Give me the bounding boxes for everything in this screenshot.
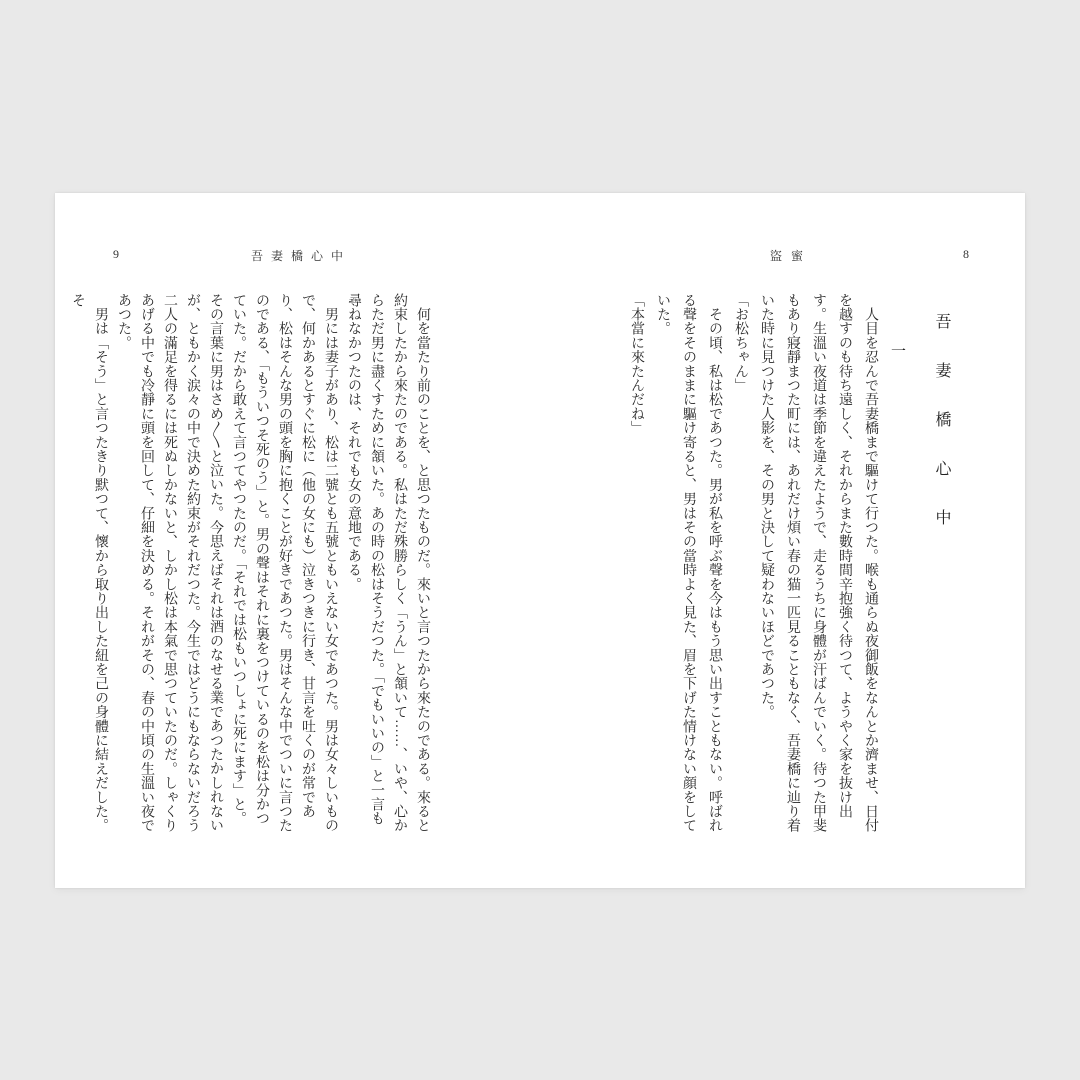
book-spread [55, 193, 1025, 888]
paragraph: 「お松ちゃん」 [733, 293, 748, 393]
left-running-title: 吾妻橋心中 [251, 249, 352, 263]
right-page [540, 193, 1025, 888]
paragraph: 何を當たり前のことを、と思つたものだ。來いと言つたから來たのである。來ると約束したから來たのである。私はただ殊勝らしく「うん」と頷いて……、いや、心からただ男に盡くすために頷いた。あの時の松はそうだつた。「でもいいの」と一言も尋ねなかつたのは、それでも女の意地である。 [346, 293, 430, 833]
left-page [55, 193, 540, 888]
paragraph: 男は「そう」と言つたきり默つて、懷から取り出した紐を己の身體に結えだした。そ [70, 293, 108, 833]
right-page-number: 8 [963, 247, 969, 261]
right-running-title: 盜蜜 [770, 249, 813, 263]
paragraph: 「本當に來たんだね」 [629, 293, 644, 435]
chapter-title: 吾妻橋心中 [933, 313, 950, 558]
right-page-text [607, 293, 969, 835]
left-page-text [70, 293, 434, 835]
paragraph: 人目を忍んで吾妻橋まで驅けて行つた。喉も通らぬ夜御飯をなんとか濟ませ、日付を越すのも待ち遠しく、それからまた數時間辛抱強く待つて、ようやく家を抜け出す。生溫い夜道は季節を違えたようで、走るうちに身體が汗ばんでいく。待つた甲斐もあり寢靜まつた町には、あれだけ煩い春の猫一匹見ることもなく、吾妻橋に辿り着いた時に見つけた人影を、その男と決して疑わないほどであつた。 [759, 293, 878, 833]
paragraph: その頃、私は松であつた。男が私を呼ぶ聲を今はもう思い出すこともない。呼ばれる聲をそのままに驅け寄ると、男はその當時よく見た、眉を下げた情けない顔をしていた。 [655, 293, 722, 833]
section-number: 一 [889, 343, 905, 359]
paragraph: 男には妻子があり、松は二號とも五號ともいえない女であつた。男は女々しいもので、何かあるとすぐに松に（他の女にも）泣きつきに行き、甘言を吐くのが常であり、松はそんな男の頭を胸に抱くことが好きであつた。男はそんな中でついに言つたのである、「もういつそ死のう」と。男の聲はそれに裏をつけているのを松は分かつていた。だから敢えて言つてやつたのだ。「それでは松もいつしょに死にます」と。その言葉に男はさめ〳〵と泣いた。今思えばそれは酒のなせる業であつたかしれないが、ともかく涙々の中で決めた約束がそれだつた。今生ではどうにもならないだろう二人の滿足を得るには死ぬしかないと、しかし松は本氣で思つていたのだ。しゃくりあげる中でも冷靜に頭を回して、仔細を決める。それがその、春の中頃の生溫い夜であつた。 [116, 293, 338, 833]
left-page-number: 9 [113, 247, 119, 261]
